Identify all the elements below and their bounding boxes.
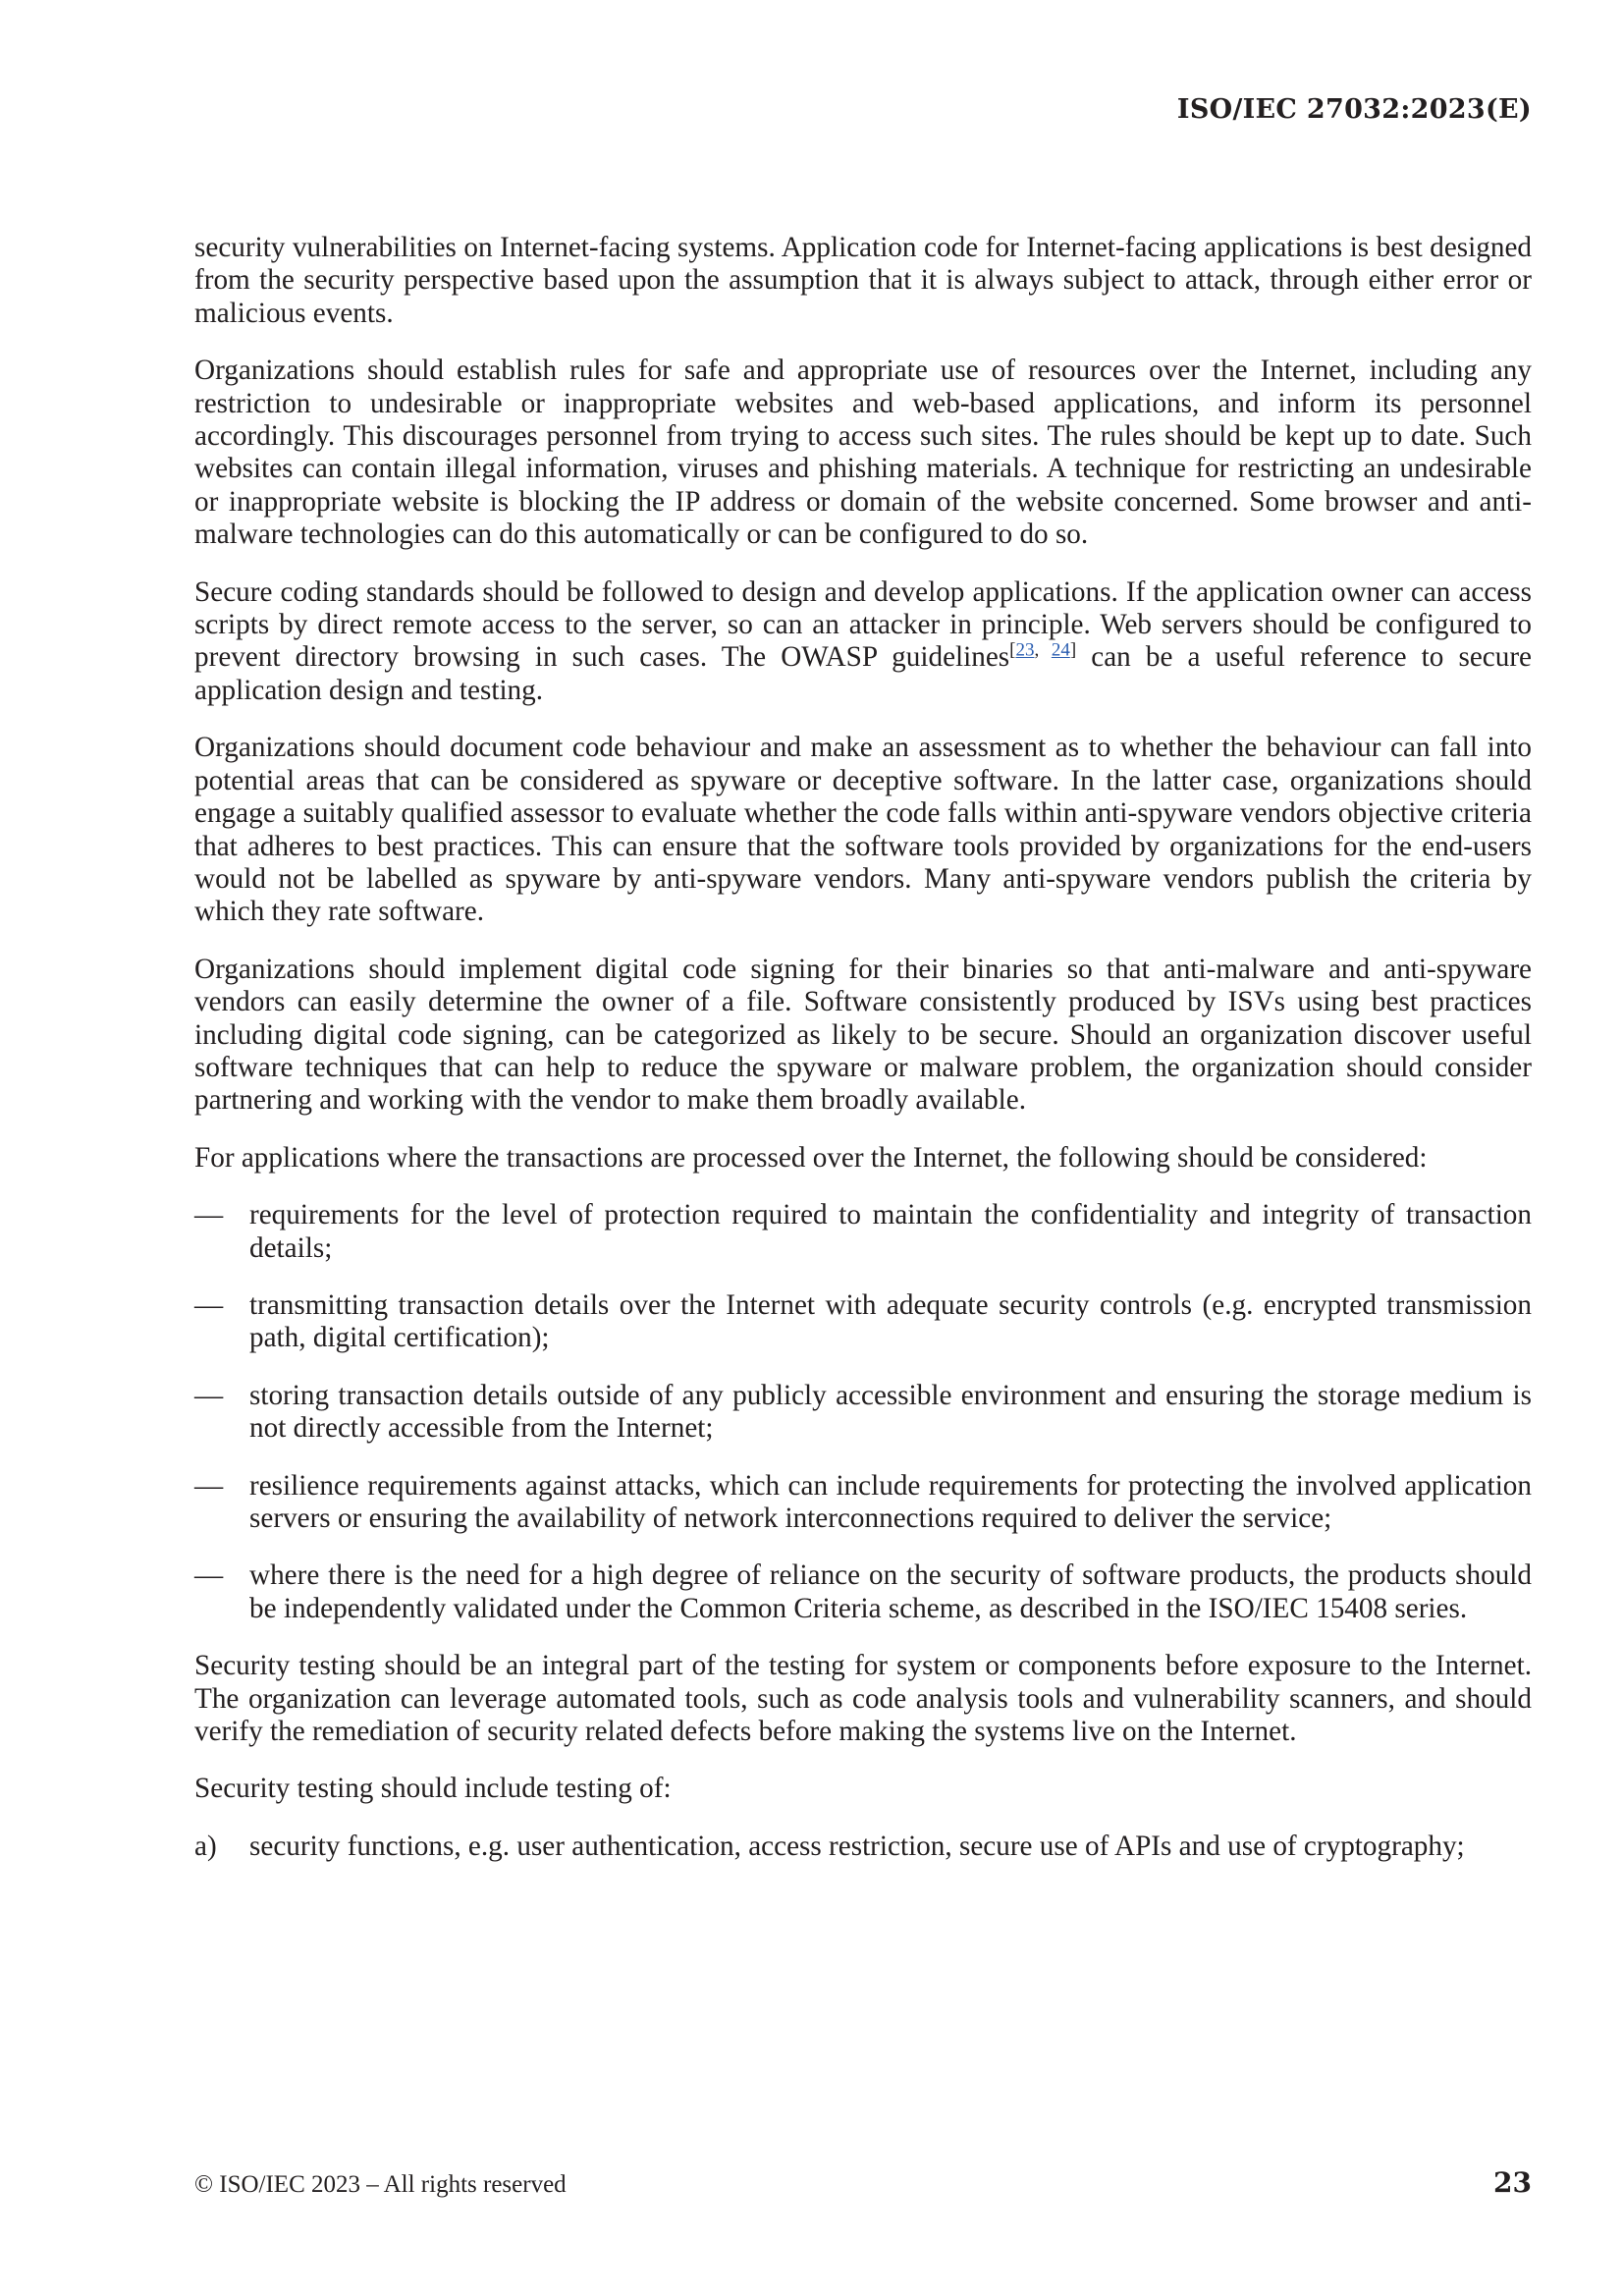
- testing-list: [194, 1831, 1532, 1863]
- list-item-text: storing transaction details outside of any publicly accessible environment and ensuring the storage medium is not directly accessible from the Internet;: [249, 1379, 1532, 1445]
- paragraph-secure-coding-text: Secure coding standards should be followed to design and develop applications. If the application owner can access scripts by direct remote access to the server, so can an attacker in principle. Web servers should be configured to prevent directory browsing in such cases. The OWASP guidelines: [194, 575, 1532, 674]
- list-item: [194, 1289, 1532, 1355]
- reference-link-23[interactable]: 23: [1015, 639, 1035, 661]
- list-item-text: transmitting transaction details over the Internet with adequate security controls (e.g. encrypted transmission path, digital certification);: [249, 1288, 1532, 1354]
- list-item-text: requirements for the level of protection required to maintain the confidentiality and integrity of transaction details;: [249, 1199, 1532, 1264]
- document-id-header: ISO/IEC 27032:2023(E): [1176, 94, 1532, 125]
- paragraph-security-testing: Security testing should be an integral part of the testing for system or components before exposure to the Internet. The organization can leverage automated tools, such as code analysis tools and vulnerability scanners, and should verify the remediation of security related defects before making the systems live on the Internet.: [194, 1650, 1532, 1748]
- dash-marker: —: [194, 1199, 224, 1231]
- transaction-considerations-list: [194, 1199, 1532, 1625]
- list-item: [194, 1831, 1532, 1863]
- dash-marker: —: [194, 1379, 224, 1411]
- dash-marker: —: [194, 1469, 224, 1502]
- dash-marker: —: [194, 1288, 224, 1321]
- page-body: [194, 232, 1532, 1887]
- reference-link-24[interactable]: 24: [1051, 639, 1070, 661]
- paragraph-secure-coding-tail: can be a useful reference to secure application design and testing.: [194, 641, 1533, 706]
- alpha-marker: a): [194, 1830, 217, 1862]
- list-item: [194, 1470, 1532, 1536]
- list-item-text: security functions, e.g. user authentication, access restriction, secure use of APIs and use of cryptography;: [249, 1830, 1465, 1862]
- dash-marker: —: [194, 1559, 224, 1592]
- page-number: 23: [1493, 2166, 1532, 2199]
- paragraph-testing-intro: Security testing should include testing of:: [194, 1773, 672, 1805]
- paragraph-internet-use-rules: Organizations should establish rules for safe and appropriate use of resources over the Internet, including any restriction to undesirable or inappropriate websites and web-based applications, and inform its personnel accordingly. This discourages personnel from trying to access such sites. The rules should be kept up to date. Such websites can contain illegal information, viruses and phishing materials. A technique for restricting an undesirable or inappropriate website is blocking the IP address or domain of the website concerned. Some browser and anti-malware technologies can do this automatically or can be configured to do so.: [194, 355, 1532, 551]
- list-item: [194, 1380, 1532, 1446]
- paragraph-secure-coding: [194, 576, 1532, 708]
- paragraph-continued-vulnerabilities: security vulnerabilities on Internet-facing systems. Application code for Internet-facing applications is best designed from the security perspective based upon the assumption that it is always subject to attack, through either error or malicious events.: [194, 232, 1532, 329]
- paragraph-transactions-intro: For applications where the transactions are processed over the Internet, the following should be considered:: [194, 1141, 1428, 1174]
- list-item-text: resilience requirements against attacks, which can include requirements for protecting the involved application servers or ensuring the availability of network interconnections required to deliver the service;: [249, 1469, 1532, 1534]
- list-item: [194, 1559, 1532, 1625]
- owasp-citation: [23, 24]: [1009, 639, 1077, 661]
- paragraph-code-behaviour: Organizations should document code behaviour and make an assessment as to whether the behaviour can fall into potential areas that can be considered as spyware or deceptive software. In the latter case, organizations should engage a suitably qualified assessor to evaluate whether the code falls within anti-spyware vendors objective criteria that adheres to best practices. This can ensure that the software tools provided by organizations for the end-users would not be labelled as spyware by anti-spyware vendors. Many anti-spyware vendors publish the criteria by which they rate software.: [194, 732, 1532, 928]
- paragraph-code-signing: Organizations should implement digital code signing for their binaries so that anti-malware and anti-spyware vendors can easily determine the owner of a file. Software consistently produced by ISVs using best practices including digital code signing, can be categorized as likely to be secure. Should an organization discover useful software techniques that can help to reduce the spyware or malware problem, the organization should consider partnering and working with the vendor to make them broadly available.: [194, 953, 1532, 1117]
- list-item: [194, 1199, 1532, 1265]
- list-item-text: where there is the need for a high degree of reliance on the security of software products, the products should be independently validated under the Common Criteria scheme, as described in the ISO/IEC 15408 series.: [249, 1559, 1532, 1624]
- copyright-footer: © ISO/IEC 2023 – All rights reserved: [194, 2171, 567, 2198]
